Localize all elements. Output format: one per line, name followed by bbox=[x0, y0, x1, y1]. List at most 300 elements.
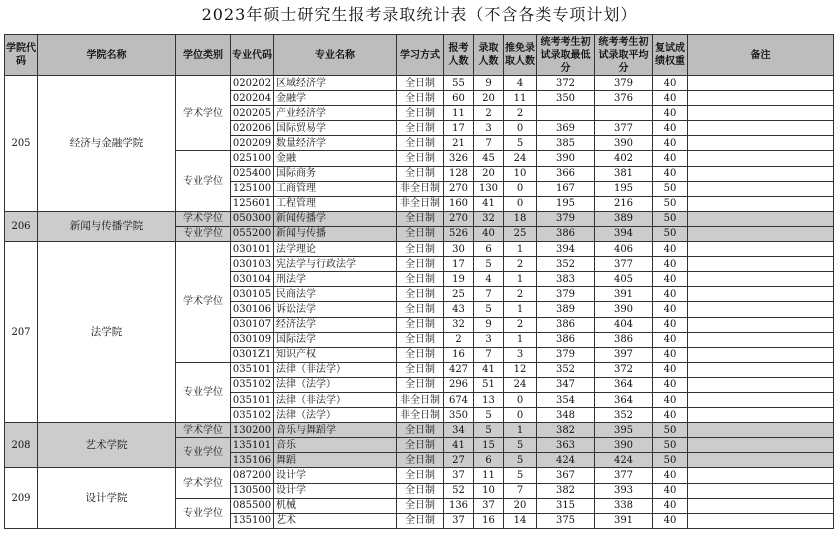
study-mode: 全日制 bbox=[397, 121, 444, 136]
admitted-count: 5 bbox=[474, 408, 504, 423]
college-name: 法学院 bbox=[38, 242, 176, 423]
study-mode: 全日制 bbox=[397, 377, 444, 392]
remarks bbox=[688, 91, 834, 106]
degree-type: 学术学位 bbox=[176, 423, 231, 438]
major-name: 数量经济学 bbox=[274, 136, 397, 151]
header-college-name: 学院名称 bbox=[38, 35, 176, 76]
exempt-admitted-count: 5 bbox=[504, 468, 537, 483]
admitted-count: 41 bbox=[474, 196, 504, 211]
major-name: 舞蹈 bbox=[274, 453, 397, 468]
exempt-admitted-count: 5 bbox=[504, 438, 537, 453]
study-mode: 全日制 bbox=[397, 468, 444, 483]
min-score: 383 bbox=[537, 272, 595, 287]
avg-score: 376 bbox=[595, 91, 653, 106]
min-score: 347 bbox=[537, 377, 595, 392]
min-score: 382 bbox=[537, 423, 595, 438]
header-degree-type: 学位类别 bbox=[176, 35, 231, 76]
college-code: 209 bbox=[5, 468, 38, 528]
applicants-count: 17 bbox=[444, 257, 474, 272]
exempt-admitted-count: 0 bbox=[504, 392, 537, 407]
study-mode: 全日制 bbox=[397, 513, 444, 528]
remarks bbox=[688, 136, 834, 151]
major-code: 030101 bbox=[231, 242, 274, 257]
major-name: 设计学 bbox=[274, 468, 397, 483]
min-score: 354 bbox=[537, 392, 595, 407]
remarks bbox=[688, 362, 834, 377]
major-name: 经济法学 bbox=[274, 317, 397, 332]
retest-weight: 40 bbox=[653, 106, 688, 121]
min-score: 394 bbox=[537, 242, 595, 257]
avg-score: 372 bbox=[595, 362, 653, 377]
major-name: 新闻与传播 bbox=[274, 226, 397, 241]
major-name: 民商法学 bbox=[274, 287, 397, 302]
remarks bbox=[688, 453, 834, 468]
applicants-count: 55 bbox=[444, 76, 474, 91]
avg-score: 390 bbox=[595, 302, 653, 317]
remarks bbox=[688, 513, 834, 528]
retest-weight: 50 bbox=[653, 453, 688, 468]
applicants-count: 270 bbox=[444, 211, 474, 226]
applicants-count: 136 bbox=[444, 498, 474, 513]
retest-weight: 40 bbox=[653, 362, 688, 377]
remarks bbox=[688, 121, 834, 136]
avg-score: 406 bbox=[595, 242, 653, 257]
major-code: 020202 bbox=[231, 76, 274, 91]
major-code: 020206 bbox=[231, 121, 274, 136]
exempt-admitted-count: 2 bbox=[504, 317, 537, 332]
exempt-admitted-count: 2 bbox=[504, 106, 537, 121]
major-name: 知识产权 bbox=[274, 347, 397, 362]
admitted-count: 37 bbox=[474, 498, 504, 513]
retest-weight: 40 bbox=[653, 257, 688, 272]
major-name: 法律（非法学） bbox=[274, 392, 397, 407]
exempt-admitted-count: 1 bbox=[504, 302, 537, 317]
admitted-count: 9 bbox=[474, 317, 504, 332]
study-mode: 全日制 bbox=[397, 498, 444, 513]
major-code: 025100 bbox=[231, 151, 274, 166]
study-mode: 全日制 bbox=[397, 242, 444, 257]
major-name: 音乐与舞蹈学 bbox=[274, 423, 397, 438]
min-score: 379 bbox=[537, 347, 595, 362]
major-name: 刑法学 bbox=[274, 272, 397, 287]
page-title: 2023年硕士研究生报考录取统计表（不含各类专项计划） bbox=[201, 5, 638, 24]
min-score: 389 bbox=[537, 302, 595, 317]
applicants-count: 32 bbox=[444, 317, 474, 332]
major-code: 030105 bbox=[231, 287, 274, 302]
retest-weight: 40 bbox=[653, 513, 688, 528]
avg-score: 404 bbox=[595, 317, 653, 332]
remarks bbox=[688, 423, 834, 438]
avg-score: 397 bbox=[595, 347, 653, 362]
major-code: 020209 bbox=[231, 136, 274, 151]
admitted-count: 45 bbox=[474, 151, 504, 166]
admissions-table bbox=[4, 34, 834, 529]
remarks bbox=[688, 438, 834, 453]
min-score bbox=[537, 106, 595, 121]
college-name: 艺术学院 bbox=[38, 423, 176, 468]
major-name: 宪法学与行政法学 bbox=[274, 257, 397, 272]
header-admitted: 录取人数 bbox=[474, 35, 504, 76]
major-code: 020204 bbox=[231, 91, 274, 106]
remarks bbox=[688, 272, 834, 287]
admitted-count: 7 bbox=[474, 136, 504, 151]
degree-type: 专业学位 bbox=[176, 498, 231, 528]
major-name: 工商管理 bbox=[274, 181, 397, 196]
applicants-count: 326 bbox=[444, 151, 474, 166]
applicants-count: 41 bbox=[444, 438, 474, 453]
retest-weight: 40 bbox=[653, 76, 688, 91]
admitted-count: 6 bbox=[474, 242, 504, 257]
applicants-count: 52 bbox=[444, 483, 474, 498]
major-code: 135101 bbox=[231, 438, 274, 453]
admitted-count: 7 bbox=[474, 287, 504, 302]
applicants-count: 19 bbox=[444, 272, 474, 287]
exempt-admitted-count: 18 bbox=[504, 211, 537, 226]
table-header-row bbox=[5, 35, 834, 76]
admitted-count: 32 bbox=[474, 211, 504, 226]
exempt-admitted-count: 5 bbox=[504, 136, 537, 151]
study-mode: 全日制 bbox=[397, 106, 444, 121]
major-name: 艺术 bbox=[274, 513, 397, 528]
degree-type: 专业学位 bbox=[176, 438, 231, 468]
applicants-count: 16 bbox=[444, 347, 474, 362]
retest-weight: 40 bbox=[653, 166, 688, 181]
remarks bbox=[688, 377, 834, 392]
retest-weight: 40 bbox=[653, 136, 688, 151]
min-score: 167 bbox=[537, 181, 595, 196]
applicants-count: 60 bbox=[444, 91, 474, 106]
major-code: 030109 bbox=[231, 332, 274, 347]
retest-weight: 40 bbox=[653, 151, 688, 166]
major-name: 区域经济学 bbox=[274, 76, 397, 91]
degree-type: 学术学位 bbox=[176, 468, 231, 498]
college-name: 设计学院 bbox=[38, 468, 176, 528]
applicants-count: 128 bbox=[444, 166, 474, 181]
avg-score: 381 bbox=[595, 166, 653, 181]
study-mode: 全日制 bbox=[397, 362, 444, 377]
avg-score: 364 bbox=[595, 377, 653, 392]
retest-weight: 40 bbox=[653, 468, 688, 483]
applicants-count: 674 bbox=[444, 392, 474, 407]
major-name: 机械 bbox=[274, 498, 397, 513]
table-row bbox=[5, 468, 834, 483]
major-name: 法律（非法学） bbox=[274, 362, 397, 377]
admitted-count: 9 bbox=[474, 76, 504, 91]
exempt-admitted-count: 14 bbox=[504, 513, 537, 528]
header-avg-score: 统考考生初试录取平均分 bbox=[595, 35, 653, 76]
min-score: 367 bbox=[537, 468, 595, 483]
major-name: 设计学 bbox=[274, 483, 397, 498]
retest-weight: 40 bbox=[653, 242, 688, 257]
min-score: 315 bbox=[537, 498, 595, 513]
retest-weight: 50 bbox=[653, 196, 688, 211]
retest-weight: 40 bbox=[653, 272, 688, 287]
study-mode: 全日制 bbox=[397, 151, 444, 166]
major-code: 125601 bbox=[231, 196, 274, 211]
major-code: 035102 bbox=[231, 377, 274, 392]
applicants-count: 270 bbox=[444, 181, 474, 196]
remarks bbox=[688, 317, 834, 332]
applicants-count: 296 bbox=[444, 377, 474, 392]
admitted-count: 40 bbox=[474, 226, 504, 241]
min-score: 375 bbox=[537, 513, 595, 528]
avg-score: 377 bbox=[595, 257, 653, 272]
major-name: 产业经济学 bbox=[274, 106, 397, 121]
min-score: 369 bbox=[537, 121, 595, 136]
admitted-count: 5 bbox=[474, 257, 504, 272]
min-score: 386 bbox=[537, 332, 595, 347]
min-score: 424 bbox=[537, 453, 595, 468]
study-mode: 非全日制 bbox=[397, 392, 444, 407]
retest-weight: 40 bbox=[653, 347, 688, 362]
avg-score: 216 bbox=[595, 196, 653, 211]
exempt-admitted-count: 0 bbox=[504, 121, 537, 136]
min-score: 390 bbox=[537, 151, 595, 166]
min-score: 386 bbox=[537, 226, 595, 241]
study-mode: 全日制 bbox=[397, 211, 444, 226]
avg-score: 338 bbox=[595, 498, 653, 513]
study-mode: 全日制 bbox=[397, 423, 444, 438]
applicants-count: 2 bbox=[444, 332, 474, 347]
admitted-count: 20 bbox=[474, 91, 504, 106]
avg-score: 405 bbox=[595, 272, 653, 287]
exempt-admitted-count: 11 bbox=[504, 91, 537, 106]
college-code: 208 bbox=[5, 423, 38, 468]
remarks bbox=[688, 392, 834, 407]
exempt-admitted-count: 12 bbox=[504, 362, 537, 377]
avg-score: 395 bbox=[595, 423, 653, 438]
admitted-count: 16 bbox=[474, 513, 504, 528]
major-code: 035102 bbox=[231, 408, 274, 423]
admitted-count: 5 bbox=[474, 302, 504, 317]
college-name: 经济与金融学院 bbox=[38, 76, 176, 212]
study-mode: 非全日制 bbox=[397, 196, 444, 211]
min-score: 382 bbox=[537, 483, 595, 498]
remarks bbox=[688, 483, 834, 498]
avg-score: 393 bbox=[595, 483, 653, 498]
remarks bbox=[688, 332, 834, 347]
remarks bbox=[688, 242, 834, 257]
avg-score: 364 bbox=[595, 392, 653, 407]
applicants-count: 526 bbox=[444, 226, 474, 241]
study-mode: 全日制 bbox=[397, 317, 444, 332]
exempt-admitted-count: 24 bbox=[504, 151, 537, 166]
college-code: 205 bbox=[5, 76, 38, 212]
table-row bbox=[5, 211, 834, 226]
remarks bbox=[688, 226, 834, 241]
major-name: 音乐 bbox=[274, 438, 397, 453]
exempt-admitted-count: 24 bbox=[504, 377, 537, 392]
exempt-admitted-count: 7 bbox=[504, 483, 537, 498]
admitted-count: 13 bbox=[474, 392, 504, 407]
min-score: 363 bbox=[537, 438, 595, 453]
college-name: 新闻与传播学院 bbox=[38, 211, 176, 241]
remarks bbox=[688, 166, 834, 181]
admitted-count: 51 bbox=[474, 377, 504, 392]
study-mode: 全日制 bbox=[397, 438, 444, 453]
remarks bbox=[688, 468, 834, 483]
avg-score: 195 bbox=[595, 181, 653, 196]
study-mode: 全日制 bbox=[397, 257, 444, 272]
header-exempt-admitted: 推免录取人数 bbox=[504, 35, 537, 76]
avg-score: 424 bbox=[595, 453, 653, 468]
college-code: 207 bbox=[5, 242, 38, 423]
admitted-count: 20 bbox=[474, 166, 504, 181]
admitted-count: 2 bbox=[474, 106, 504, 121]
avg-score: 389 bbox=[595, 211, 653, 226]
major-name: 金融学 bbox=[274, 91, 397, 106]
exempt-admitted-count: 1 bbox=[504, 242, 537, 257]
header-college-code: 学院代码 bbox=[5, 35, 38, 76]
min-score: 379 bbox=[537, 287, 595, 302]
major-code: 020205 bbox=[231, 106, 274, 121]
study-mode: 全日制 bbox=[397, 453, 444, 468]
min-score: 385 bbox=[537, 136, 595, 151]
major-name: 法学理论 bbox=[274, 242, 397, 257]
major-code: 030106 bbox=[231, 302, 274, 317]
exempt-admitted-count: 20 bbox=[504, 498, 537, 513]
degree-type: 专业学位 bbox=[176, 151, 231, 211]
remarks bbox=[688, 106, 834, 121]
admitted-count: 4 bbox=[474, 272, 504, 287]
admitted-count: 3 bbox=[474, 332, 504, 347]
retest-weight: 40 bbox=[653, 483, 688, 498]
major-name: 国际法学 bbox=[274, 332, 397, 347]
avg-score: 390 bbox=[595, 136, 653, 151]
avg-score: 352 bbox=[595, 408, 653, 423]
retest-weight: 40 bbox=[653, 317, 688, 332]
exempt-admitted-count: 4 bbox=[504, 76, 537, 91]
remarks bbox=[688, 196, 834, 211]
major-code: 130500 bbox=[231, 483, 274, 498]
retest-weight: 40 bbox=[653, 392, 688, 407]
study-mode: 全日制 bbox=[397, 287, 444, 302]
study-mode: 全日制 bbox=[397, 483, 444, 498]
applicants-count: 27 bbox=[444, 453, 474, 468]
major-name: 金融 bbox=[274, 151, 397, 166]
remarks bbox=[688, 181, 834, 196]
applicants-count: 30 bbox=[444, 242, 474, 257]
avg-score: 391 bbox=[595, 513, 653, 528]
admitted-count: 11 bbox=[474, 468, 504, 483]
retest-weight: 40 bbox=[653, 408, 688, 423]
applicants-count: 11 bbox=[444, 106, 474, 121]
admitted-count: 130 bbox=[474, 181, 504, 196]
remarks bbox=[688, 347, 834, 362]
study-mode: 全日制 bbox=[397, 226, 444, 241]
major-code: 055200 bbox=[231, 226, 274, 241]
header-retest-weight: 复试成绩权重 bbox=[653, 35, 688, 76]
admitted-count: 41 bbox=[474, 362, 504, 377]
exempt-admitted-count: 0 bbox=[504, 181, 537, 196]
retest-weight: 50 bbox=[653, 181, 688, 196]
major-code: 030104 bbox=[231, 272, 274, 287]
avg-score: 377 bbox=[595, 468, 653, 483]
min-score: 352 bbox=[537, 257, 595, 272]
study-mode: 全日制 bbox=[397, 76, 444, 91]
degree-type: 学术学位 bbox=[176, 76, 231, 151]
applicants-count: 21 bbox=[444, 136, 474, 151]
retest-weight: 40 bbox=[653, 287, 688, 302]
degree-type: 专业学位 bbox=[176, 226, 231, 241]
degree-type: 学术学位 bbox=[176, 211, 231, 226]
study-mode: 全日制 bbox=[397, 136, 444, 151]
retest-weight: 40 bbox=[653, 498, 688, 513]
major-code: 025400 bbox=[231, 166, 274, 181]
applicants-count: 43 bbox=[444, 302, 474, 317]
avg-score: 386 bbox=[595, 332, 653, 347]
exempt-admitted-count: 5 bbox=[504, 453, 537, 468]
degree-type: 专业学位 bbox=[176, 362, 231, 422]
applicants-count: 350 bbox=[444, 408, 474, 423]
retest-weight: 50 bbox=[653, 438, 688, 453]
avg-score: 377 bbox=[595, 121, 653, 136]
admitted-count: 3 bbox=[474, 121, 504, 136]
major-code: 035101 bbox=[231, 392, 274, 407]
retest-weight: 40 bbox=[653, 91, 688, 106]
major-code: 050300 bbox=[231, 211, 274, 226]
study-mode: 非全日制 bbox=[397, 408, 444, 423]
header-major-code: 专业代码 bbox=[231, 35, 274, 76]
applicants-count: 427 bbox=[444, 362, 474, 377]
table-row bbox=[5, 423, 834, 438]
study-mode: 全日制 bbox=[397, 347, 444, 362]
min-score: 195 bbox=[537, 196, 595, 211]
retest-weight: 40 bbox=[653, 302, 688, 317]
retest-weight: 40 bbox=[653, 377, 688, 392]
applicants-count: 34 bbox=[444, 423, 474, 438]
study-mode: 全日制 bbox=[397, 302, 444, 317]
admitted-count: 15 bbox=[474, 438, 504, 453]
avg-score: 390 bbox=[595, 438, 653, 453]
applicants-count: 17 bbox=[444, 121, 474, 136]
admitted-count: 6 bbox=[474, 453, 504, 468]
exempt-admitted-count: 2 bbox=[504, 287, 537, 302]
applicants-count: 25 bbox=[444, 287, 474, 302]
min-score: 366 bbox=[537, 166, 595, 181]
avg-score: 394 bbox=[595, 226, 653, 241]
avg-score: 379 bbox=[595, 76, 653, 91]
header-study-mode: 学习方式 bbox=[397, 35, 444, 76]
major-code: 130200 bbox=[231, 423, 274, 438]
major-name: 新闻传播学 bbox=[274, 211, 397, 226]
remarks bbox=[688, 287, 834, 302]
min-score: 379 bbox=[537, 211, 595, 226]
header-remarks: 备注 bbox=[688, 35, 834, 76]
avg-score: 391 bbox=[595, 287, 653, 302]
major-code: 030107 bbox=[231, 317, 274, 332]
avg-score bbox=[595, 106, 653, 121]
min-score: 348 bbox=[537, 408, 595, 423]
major-code: 0301Z1 bbox=[231, 347, 274, 362]
major-code: 030103 bbox=[231, 257, 274, 272]
exempt-admitted-count: 2 bbox=[504, 257, 537, 272]
exempt-admitted-count: 10 bbox=[504, 166, 537, 181]
study-mode: 全日制 bbox=[397, 332, 444, 347]
remarks bbox=[688, 211, 834, 226]
table-row bbox=[5, 242, 834, 257]
min-score: 350 bbox=[537, 91, 595, 106]
major-name: 国际贸易学 bbox=[274, 121, 397, 136]
major-name: 法律（法学） bbox=[274, 377, 397, 392]
exempt-admitted-count: 25 bbox=[504, 226, 537, 241]
major-name: 工程管理 bbox=[274, 196, 397, 211]
applicants-count: 37 bbox=[444, 513, 474, 528]
applicants-count: 160 bbox=[444, 196, 474, 211]
major-name: 法律（法学） bbox=[274, 408, 397, 423]
study-mode: 全日制 bbox=[397, 272, 444, 287]
remarks bbox=[688, 257, 834, 272]
